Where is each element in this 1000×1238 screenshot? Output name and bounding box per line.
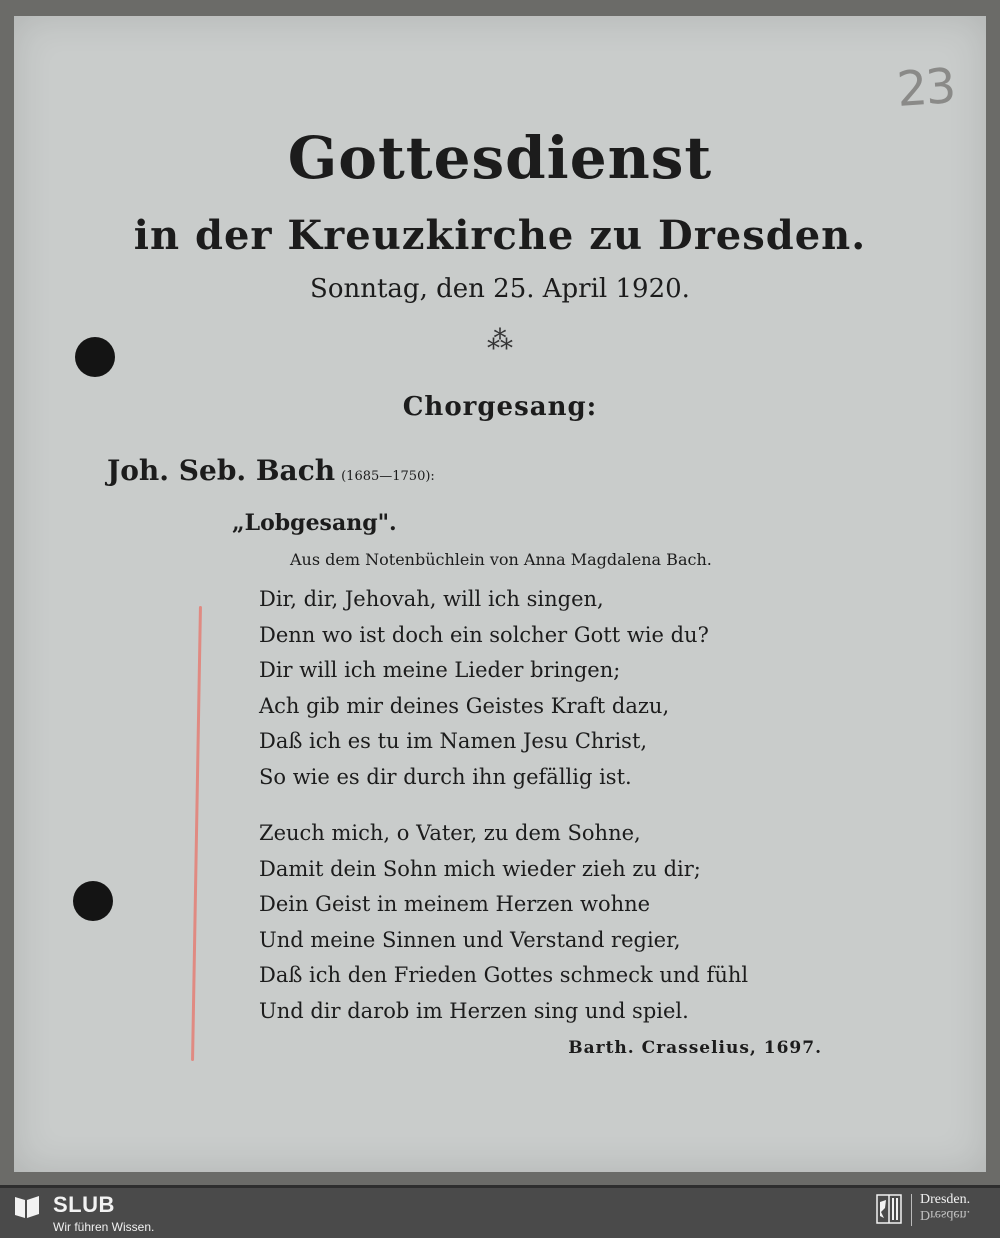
verse-line: Dir will ich meine Lieder bringen;	[259, 658, 621, 682]
verse-line: Damit dein Sohn mich wieder zieh zu dir;	[259, 856, 701, 881]
work-source: Aus dem Notenbüchlein von Anna Magdalena Bach.	[290, 550, 712, 569]
footer-divider	[911, 1194, 912, 1226]
stanza-2	[259, 816, 748, 1029]
brand-logo-text[interactable]: SLUB	[53, 1192, 115, 1217]
composer-name: Joh. Seb. Bach	[107, 454, 336, 487]
verse-line: Daß ich es tu im Namen Jesu Christ,	[259, 729, 648, 753]
verse-line: Daß ich den Frieden Gottes schmeck und fühl	[259, 963, 749, 987]
verse-line: Zeuch mich, o Vater, zu dem Sohne,	[259, 821, 641, 845]
city-logo-text[interactable]: Dresden.	[920, 1192, 971, 1207]
lyricist-credit: Barth. Crasselius, 1697.	[568, 1038, 822, 1058]
composer-years: (1685—1750):	[341, 469, 435, 484]
work-title: „Lobgesang".	[232, 510, 397, 536]
document-page	[14, 16, 986, 1172]
page-number: 23	[895, 58, 956, 118]
ornament-icon: ⁂	[487, 326, 513, 356]
verse-line: Und dir darob im Herzen sing und spiel.	[259, 998, 689, 1023]
stanza-1	[259, 582, 709, 795]
red-pencil-mark	[191, 606, 202, 1061]
verse-line: Denn wo ist doch ein solcher Gott wie du?	[259, 622, 709, 647]
brand-slogan: Wir führen Wissen.	[53, 1220, 155, 1234]
page-subtitle: in der Kreuzkirche zu Dresden.	[133, 212, 867, 259]
city-logo-reflection: Dresden.	[920, 1207, 971, 1222]
page-title: Gottesdienst	[287, 124, 713, 192]
punch-hole-bottom	[73, 881, 113, 921]
section-heading: Chorgesang:	[402, 392, 598, 422]
verse-line: Und meine Sinnen und Verstand regier,	[259, 927, 681, 952]
verse-line: Ach gib mir deines Geistes Kraft dazu,	[259, 693, 670, 718]
service-date: Sonntag, den 25. April 1920.	[310, 274, 690, 304]
footer-bar	[0, 1188, 1000, 1238]
verse-line: Dir, dir, Jehovah, will ich singen,	[259, 587, 604, 611]
book-icon	[13, 1194, 41, 1220]
verse-line: So wie es dir durch ihn gefällig ist.	[259, 764, 632, 789]
city-crest-icon	[876, 1194, 902, 1224]
composer-line	[107, 454, 435, 487]
verse-line: Dein Geist in meinem Herzen wohne	[259, 892, 651, 916]
